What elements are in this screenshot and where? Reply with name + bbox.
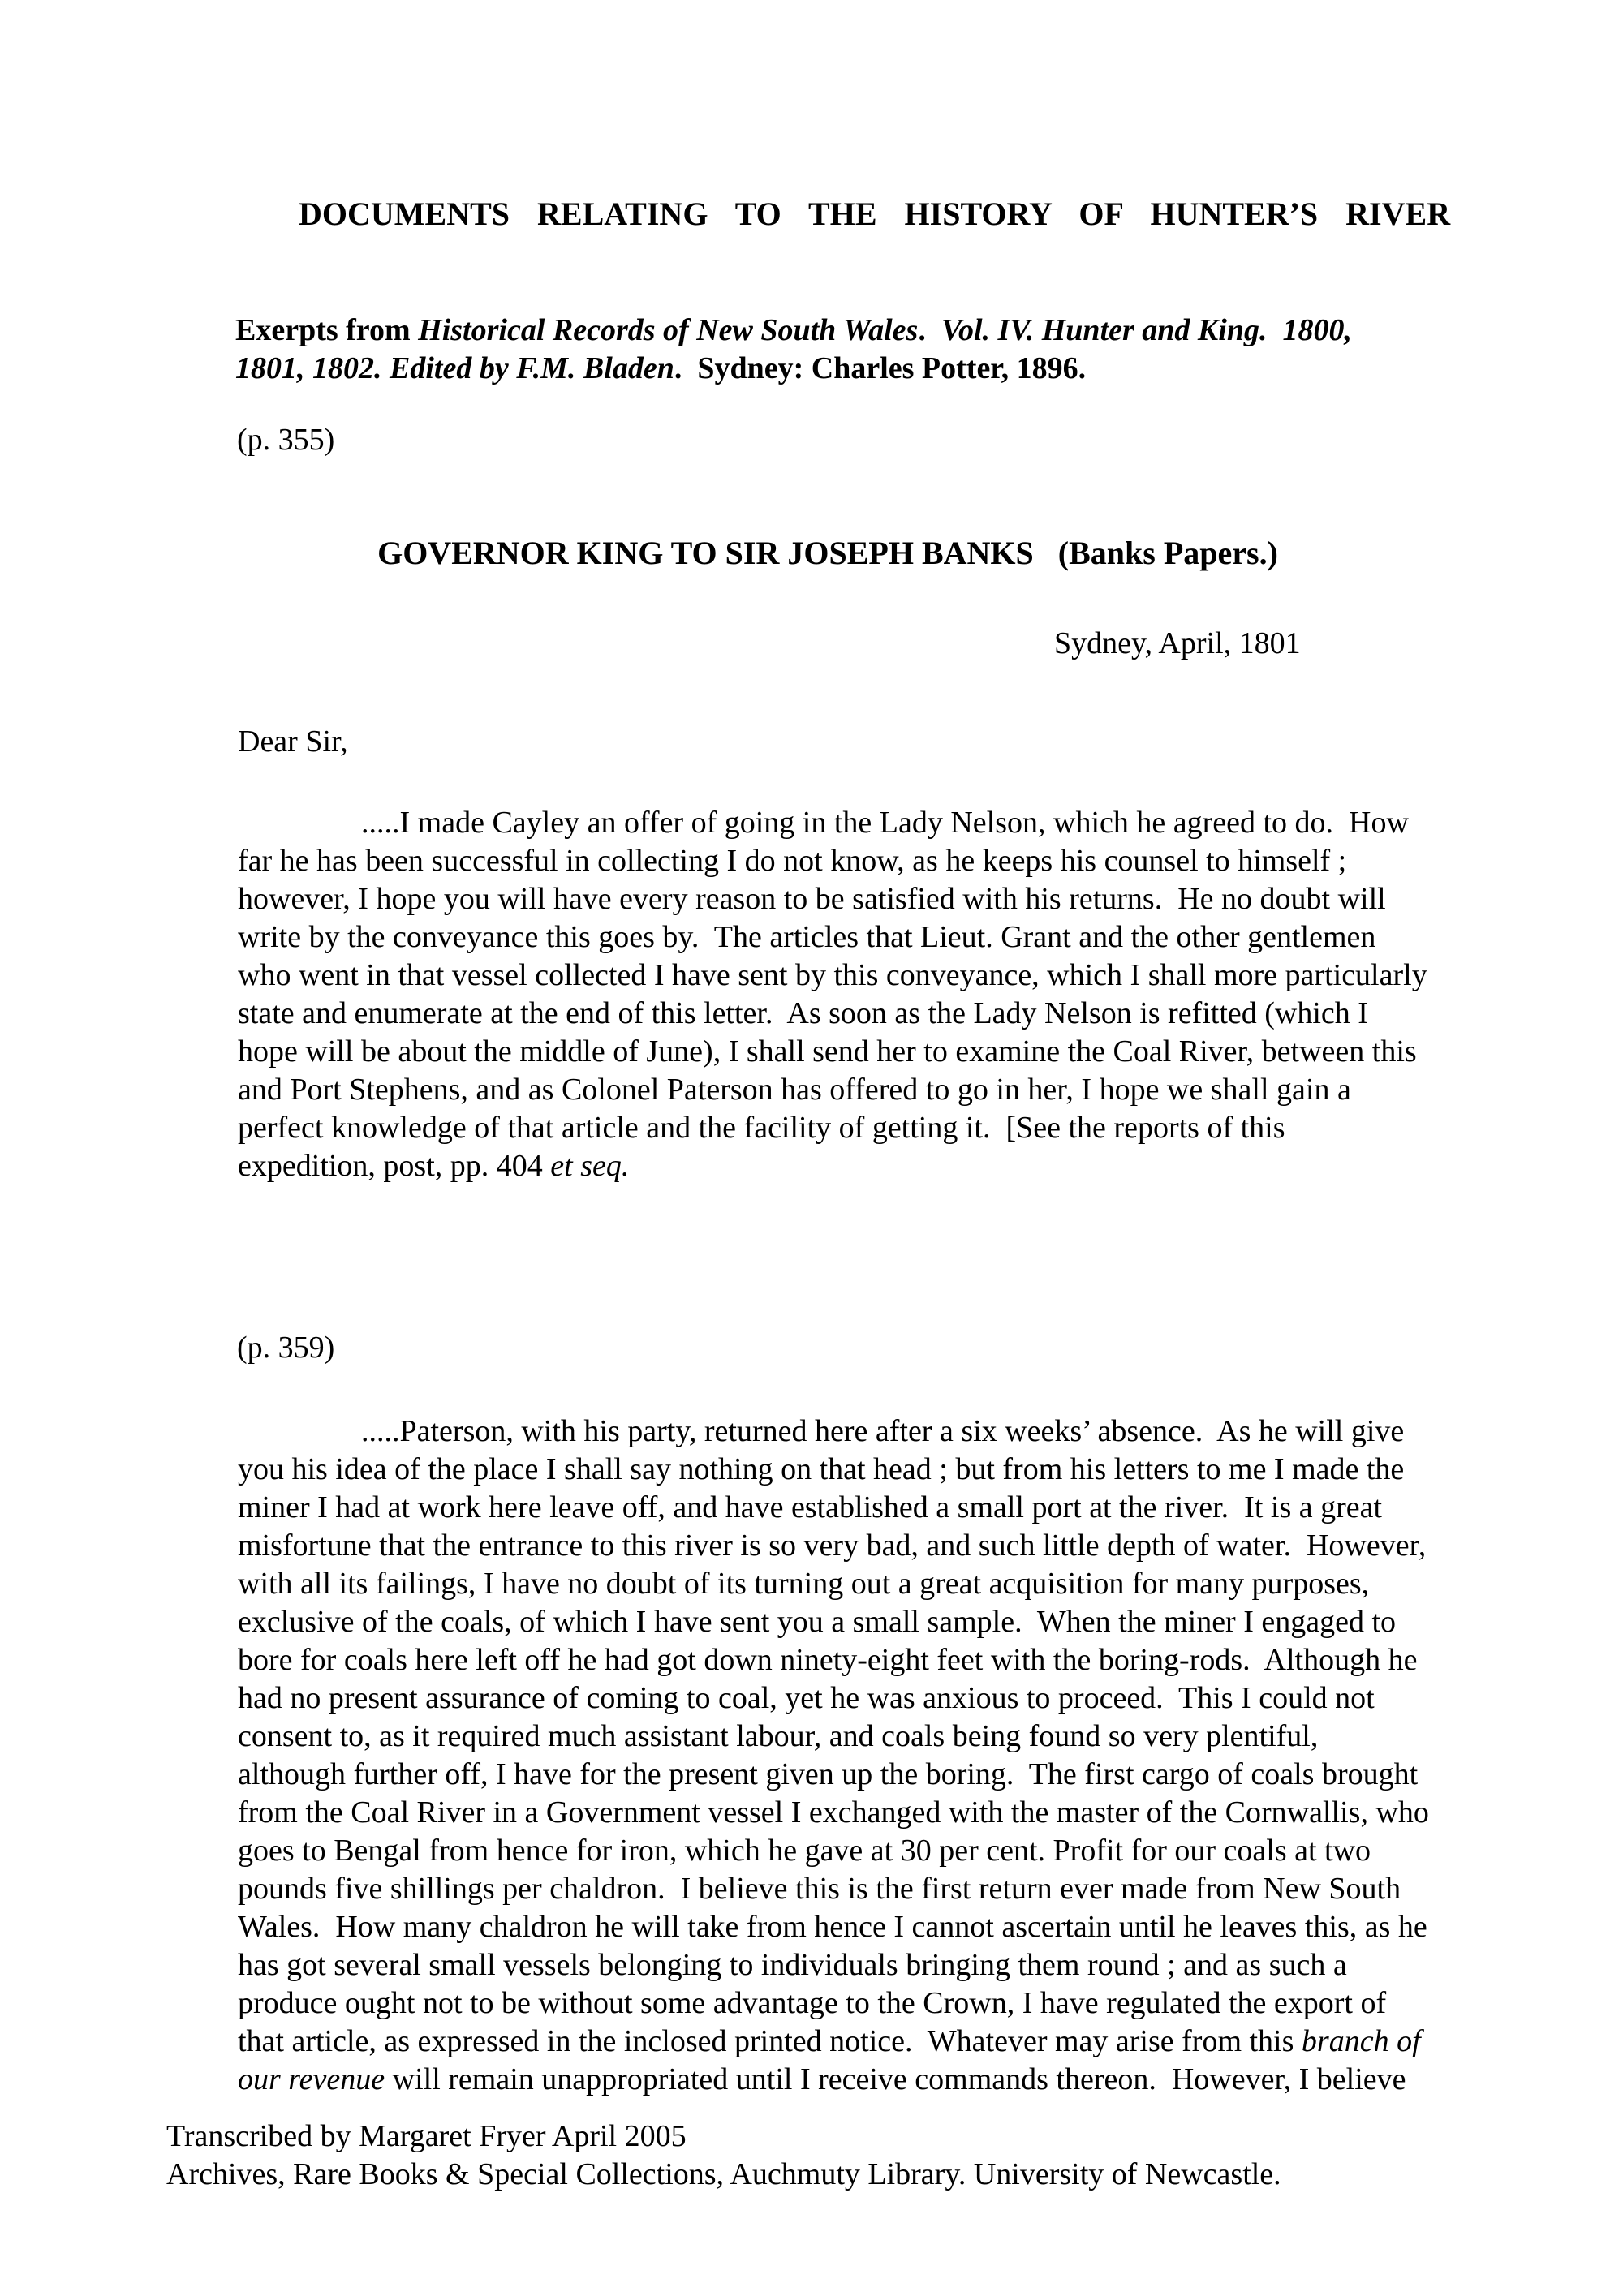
- text-segment: .: [918, 313, 941, 347]
- italic-text-segment: Vol. IV. Hunter and King. 1800,: [941, 313, 1352, 347]
- italic-text-segment: et seq.: [550, 1149, 630, 1183]
- text-line: [235, 350, 1352, 388]
- page-marker-359: (p. 359): [237, 1331, 335, 1365]
- text-line: and Port Stephens, and as Colonel Paterson has offered to go in her, I hope we shall gain a: [238, 1073, 1351, 1107]
- text-line: hope will be about the middle of June), I shall send her to examine the Coal River, between this: [238, 1034, 1417, 1068]
- text-line: state and enumerate at the end of this letter. As soon as the Lady Nelson is refitted (which I: [238, 996, 1368, 1030]
- text-line: [238, 2023, 1429, 2061]
- text-line: [235, 312, 1352, 350]
- text-line: pounds five shillings per chaldron. I believe this is the first return ever made from New South: [238, 1872, 1401, 1906]
- text-line: write by the conveyance this goes by. The articles that Lieut. Grant and the other gentlemen: [238, 920, 1376, 954]
- text-line: who went in that vessel collected I have sent by this conveyance, which I shall more particularly: [238, 958, 1427, 992]
- text-line: far he has been successful in collecting I do not know, as he keeps his counsel to himself ;: [238, 844, 1347, 878]
- text-segment: Exerpts from: [235, 313, 419, 347]
- footer-line-transcriber: Transcribed by Margaret Fryer April 2005: [166, 2119, 687, 2153]
- text-line: perfect knowledge of that article and the facility of getting it. [See the reports of this: [238, 1111, 1285, 1145]
- text-segment: . Sydney: Charles Potter, 1896.: [674, 351, 1087, 385]
- text-line: had no present assurance of coming to coal, yet he was anxious to proceed. This I could not: [238, 1681, 1375, 1715]
- italic-text-segment: 1801, 1802. Edited by F.M. Bladen: [235, 351, 674, 385]
- text-line: misfortune that the entrance to this river is so very bad, and such little depth of water. However,: [238, 1529, 1427, 1563]
- salutation: Dear Sir,: [238, 724, 348, 759]
- text-line: [238, 2061, 1429, 2099]
- text-line: goes to Bengal from hence for iron, which he gave at 30 per cent. Profit for our coals at two: [238, 1834, 1371, 1868]
- text-line: miner I had at work here leave off, and have established a small port at the river. It is a great: [238, 1490, 1383, 1524]
- text-line: .....Paterson, with his party, returned here after a six weeks’ absence. As he will give: [361, 1414, 1405, 1448]
- italic-text-segment: branch of: [1301, 2024, 1421, 2058]
- text-line: you his idea of the place I shall say nothing on that head ; but from his letters to me I made the: [238, 1452, 1405, 1486]
- letter-heading: GOVERNOR KING TO SIR JOSEPH BANKS (Banks Papers.): [377, 535, 1278, 571]
- text-line: from the Coal River in a Government vessel I exchanged with the master of the Cornwallis, who: [238, 1795, 1429, 1829]
- document-title: DOCUMENTS RELATING TO THE HISTORY OF HUNTER’S RIVER: [299, 196, 1451, 232]
- text-line: .....I made Cayley an offer of going in the Lady Nelson, which he agreed to do. How: [361, 806, 1409, 840]
- text-line: with all its failings, I have no doubt of its turning out a great acquisition for many purposes,: [238, 1567, 1370, 1601]
- italic-text-segment: Historical Records of New South Wales: [418, 313, 919, 347]
- dateline: Sydney, April, 1801: [1054, 626, 1301, 660]
- text-line: although further off, I have for the present given up the boring. The first cargo of coals brought: [238, 1757, 1419, 1791]
- text-line: produce ought not to be without some advantage to the Crown, I have regulated the export of: [238, 1986, 1387, 2020]
- text-segment: expedition, post, pp. 404: [238, 1149, 551, 1183]
- text-line: bore for coals here left off he had got down ninety-eight feet with the boring-rods. Although he: [238, 1643, 1418, 1677]
- page-marker-355: (p. 355): [237, 423, 335, 457]
- text-line: has got several small vessels belonging to individuals bringing them round ; and as such a: [238, 1948, 1347, 1982]
- text-line: [238, 1147, 1427, 1185]
- letter-paragraph-2: [238, 1412, 1429, 2099]
- text-line: exclusive of the coals, of which I have sent you a small sample. When the miner I engaged to: [238, 1605, 1397, 1639]
- text-line: Wales. How many chaldron he will take from hence I cannot ascertain until he leaves this, as he: [238, 1910, 1427, 1944]
- italic-text-segment: our revenue: [238, 2062, 385, 2096]
- source-citation: [235, 312, 1352, 388]
- text-segment: that article, as expressed in the inclosed printed notice. Whatever may arise from this: [238, 2024, 1302, 2058]
- transcription-footer: [166, 2118, 1281, 2194]
- footer-line-archive: Archives, Rare Books & Special Collections, Auchmuty Library. University of Newcastle.: [166, 2157, 1281, 2191]
- text-line: consent to, as it required much assistant labour, and coals being found so very plentiful,: [238, 1719, 1319, 1753]
- letter-paragraph-1: [238, 804, 1427, 1185]
- text-segment: will remain unappropriated until I receive commands thereon. However, I believe: [385, 2062, 1406, 2096]
- text-line: however, I hope you will have every reason to be satisfied with his returns. He no doubt will: [238, 882, 1386, 916]
